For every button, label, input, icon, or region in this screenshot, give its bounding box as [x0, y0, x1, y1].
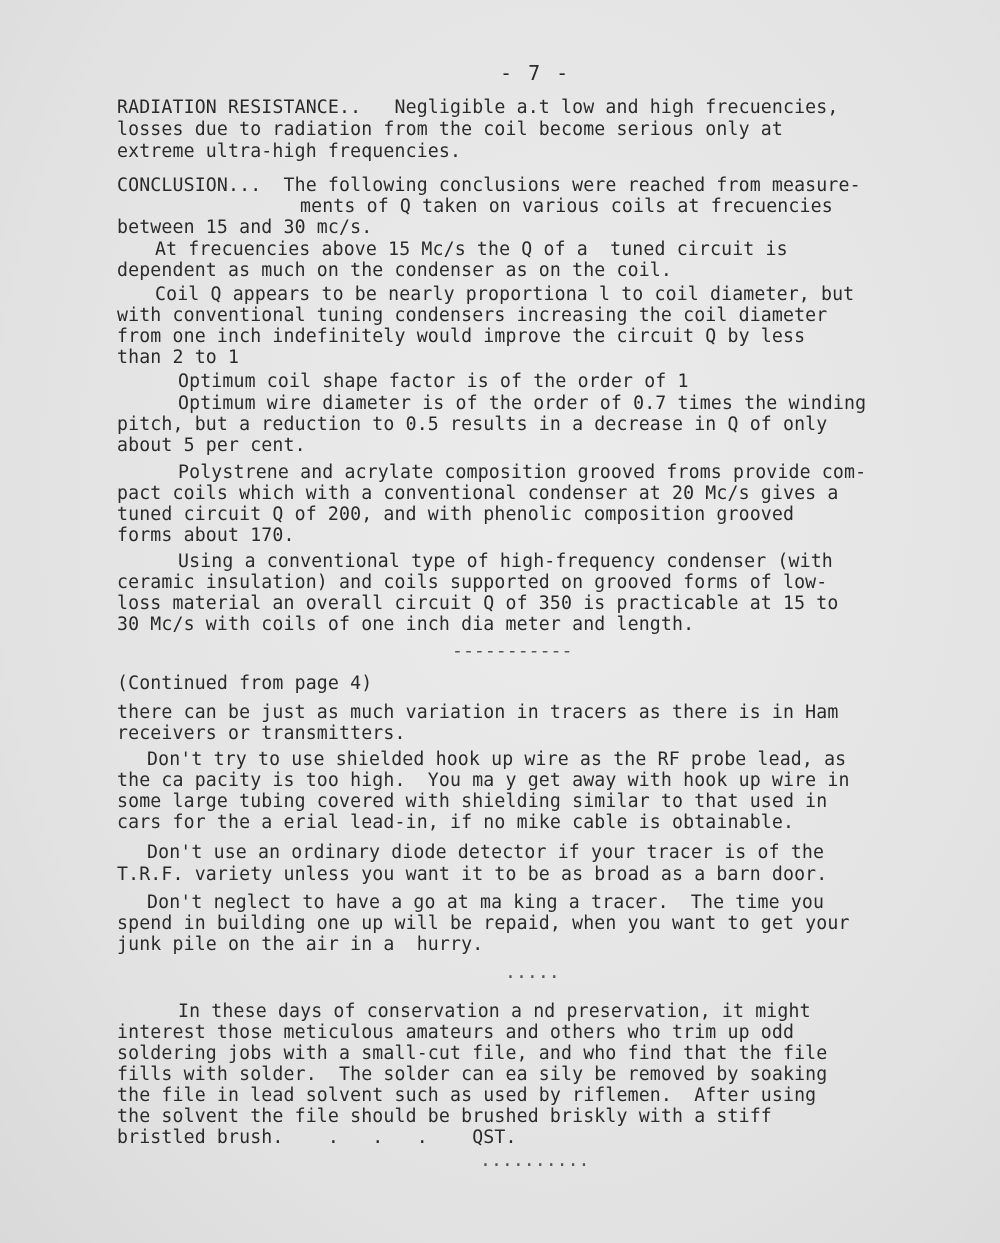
text-line: In these days of conservation a nd preservation, it might — [178, 1001, 811, 1022]
text-line: Don't use an ordinary diode detector if your tracer is of the — [147, 842, 825, 863]
text-line: Optimum wire diameter is of the order of 0.7 times the winding — [178, 393, 867, 414]
text-line: 30 Mc/s with coils of one inch dia meter and length. — [117, 614, 695, 635]
section-separator: ----------- — [452, 641, 573, 662]
text-line: about 5 per cent. — [117, 435, 306, 456]
text-line: the file in lead solvent such as used by riflemen. After using — [117, 1085, 817, 1106]
text-line: spend in building one up will be repaid, when you want to get your — [117, 913, 850, 934]
text-line: Don't neglect to have a go at ma king a tracer. The time you — [147, 892, 825, 913]
text-line: cars for the a erial lead-in, if no mike cable is obtainable. — [117, 812, 795, 833]
text-line: ments of Q taken on various coils at frecuencies — [300, 196, 833, 217]
text-line: there can be just as much variation in tracers as there is in Ham — [117, 702, 839, 723]
text-line: ceramic insulation) and coils supported on grooved forms of low- — [117, 572, 828, 593]
text-line: with conventional tuning condensers increasing the coil diameter — [117, 305, 828, 326]
text-line: receivers or transmitters. — [117, 723, 406, 744]
text-line: some large tubing covered with shielding similar to that used in — [117, 791, 828, 812]
text-line: CONCLUSION... The following conclusions were reached from measure- — [117, 175, 861, 196]
text-line: interest those meticulous amateurs and others who trim up odd — [117, 1022, 795, 1043]
text-line: Coil Q appears to be nearly proportiona l to coil diameter, but — [155, 284, 855, 305]
text-line: the ca pacity is too high. You ma y get away with hook up wire in — [117, 770, 850, 791]
text-line: junk pile on the air in a hurry. — [117, 934, 484, 955]
text-line: fills with solder. The solder can ea sily be removed by soaking — [117, 1064, 828, 1085]
text-line: pact coils which with a conventional condenser at 20 Mc/s gives a — [117, 483, 839, 504]
text-line: than 2 to 1 — [117, 347, 240, 368]
text-line: pitch, but a reduction to 0.5 results in a decrease in Q of only — [117, 414, 828, 435]
text-line: from one inch indefinitely would improve the circuit Q by less — [117, 326, 806, 347]
text-line: the solvent the file should be brushed briskly with a stiff — [117, 1106, 772, 1127]
text-line: Polystrene and acrylate composition grooved froms provide com- — [178, 462, 867, 483]
text-line: Don't try to use shielded hook up wire as the RF probe lead, as — [147, 749, 847, 770]
text-line: dependent as much on the condenser as on the coil. — [117, 260, 672, 281]
text-line: soldering jobs with a small-cut file, and who find that the file — [117, 1043, 828, 1064]
section-separator: .......... — [480, 1150, 590, 1171]
text-line: losses due to radiation from the coil become serious only at — [117, 119, 783, 140]
text-line: loss material an overall circuit Q of 350 is practicable at 15 to — [117, 593, 839, 614]
text-line: between 15 and 30 mc/s. — [117, 217, 373, 238]
section-separator: ..... — [505, 962, 560, 983]
text-line: extreme ultra-high frequencies. — [117, 141, 462, 162]
text-line: T.R.F. variety unless you want it to be as broad as a barn door. — [117, 864, 828, 885]
text-line: Optimum coil shape factor is of the order of 1 — [178, 371, 689, 392]
text-line: bristled brush. . . . QST. — [117, 1127, 517, 1148]
page-number: - 7 - — [500, 61, 571, 85]
text-line: (Continued from page 4) — [117, 673, 373, 694]
text-line: Using a conventional type of high-frequency condenser (with — [178, 551, 833, 572]
text-line: forms about 170. — [117, 525, 295, 546]
text-line: tuned circuit Q of 200, and with phenolic composition grooved — [117, 504, 795, 525]
text-line: At frecuencies above 15 Mc/s the Q of a tuned circuit is — [155, 239, 788, 260]
text-line: RADIATION RESISTANCE.. Negligible a.t low and high frecuencies, — [117, 97, 839, 118]
